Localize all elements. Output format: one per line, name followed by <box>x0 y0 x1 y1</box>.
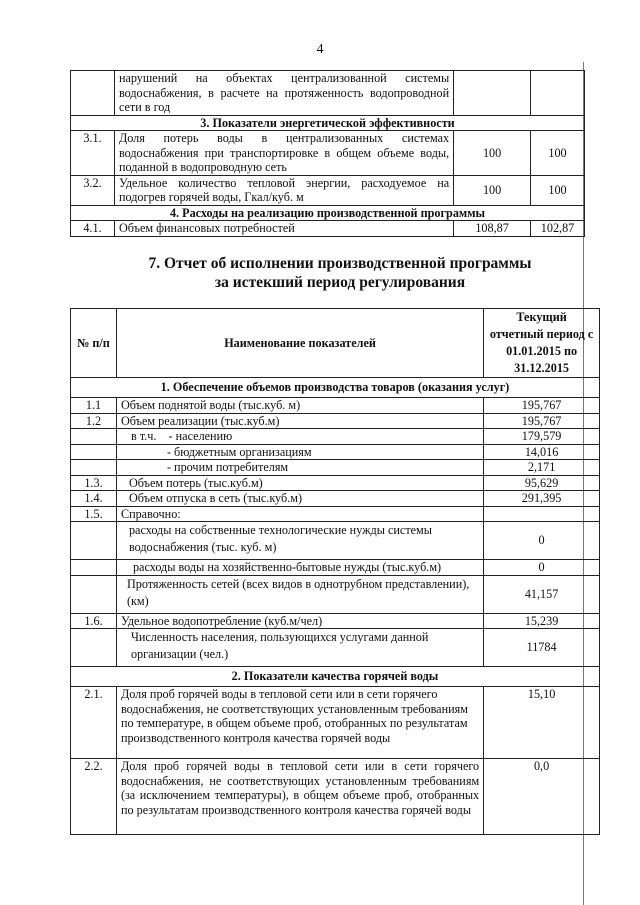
row-number: 1.2 <box>71 413 117 429</box>
row-number: 2.2. <box>71 759 117 835</box>
table-row <box>71 413 600 429</box>
table-row <box>71 522 600 560</box>
row-value: 179,579 <box>484 429 600 445</box>
header-name: Наименование показателей <box>116 309 483 378</box>
row-value-actual: 100 <box>531 131 585 176</box>
row-number: 1.4. <box>71 491 117 507</box>
section-heading-line2: за истекший период регулирования <box>214 274 466 291</box>
row-value: 2,171 <box>484 460 600 476</box>
table-row <box>71 613 600 629</box>
table-row <box>71 475 600 491</box>
production-program-report-table <box>70 308 600 835</box>
row-label: в т.ч. - населению <box>116 429 483 445</box>
row-value: 14,016 <box>484 444 600 460</box>
header-period: Текущий отчетный период с 01.01.2015 по 31.12.2015 <box>484 309 600 378</box>
row-number <box>71 629 117 667</box>
table-row <box>71 759 600 835</box>
row-value: 0 <box>484 560 600 576</box>
table-row <box>71 575 600 613</box>
row-value: 11784 <box>484 629 600 667</box>
row-number <box>71 429 117 445</box>
row-value: 0,0 <box>484 759 600 835</box>
table-row <box>71 429 600 445</box>
section-row <box>71 378 600 398</box>
row-label: Справочно: <box>116 506 483 522</box>
row-number <box>71 560 117 576</box>
table-row <box>71 71 585 116</box>
row-number <box>71 460 117 476</box>
row-label: расходы на собственные технологические нужды системы водоснабжения (тыс. куб. м) <box>116 522 483 560</box>
row-label: Удельное количество тепловой энергии, расходуемое на подогрев горячей воды, Гкал/куб. м <box>114 175 453 205</box>
section-row <box>71 205 585 221</box>
row-number <box>71 444 117 460</box>
row-value: 15,239 <box>484 613 600 629</box>
row-label: Объем реализации (тыс.куб.м) <box>116 413 483 429</box>
row-label: - прочим потребителям <box>116 460 483 476</box>
table-row <box>71 629 600 667</box>
row-value-actual: 102,87 <box>531 221 585 237</box>
row-number: 3.1. <box>71 131 115 176</box>
row-number: 2.1. <box>71 687 117 759</box>
row-value-plan: 100 <box>454 175 531 205</box>
row-label: Объем финансовых потребностей <box>114 221 453 237</box>
row-value: 195,767 <box>484 398 600 414</box>
row-number <box>71 522 117 560</box>
section-row <box>71 667 600 687</box>
row-number <box>71 71 115 116</box>
row-label: Объем отпуска в сеть (тыс.куб.м) <box>116 491 483 507</box>
row-value <box>484 506 600 522</box>
row-value: 95,629 <box>484 475 600 491</box>
section-row <box>71 115 585 131</box>
table-row <box>71 444 600 460</box>
table-row <box>71 560 600 576</box>
row-value-plan: 108,87 <box>454 221 531 237</box>
table-header <box>71 309 600 378</box>
row-value: 0 <box>484 522 600 560</box>
table-row <box>71 398 600 414</box>
row-label: Доля проб горячей воды в тепловой сети или в сети горячего водоснабжения, не соответствующих установленным требованиям по температуре, в общем объеме проб, отобранных по результатам производственного контроля качества горячей воды <box>116 687 483 759</box>
row-label: Доля проб горячей воды в тепловой сети или в сети горячего водоснабжения, не соответствующих установленным требованиям (за исключением температуры), в общем объеме проб, отобранных по результатам производственного контроля качества горячей воды <box>116 759 483 835</box>
row-label: Доля потерь воды в централизованных системах водоснабжения при транспортировке в общем объеме воды, поданной в водопроводную сеть <box>114 131 453 176</box>
section-heading-line1: 7. Отчет об исполнении производственной программы <box>148 255 532 272</box>
row-number <box>71 575 117 613</box>
section-title: 1. Обеспечение объемов производства товаров (оказания услуг) <box>71 378 600 398</box>
section-heading <box>0 254 640 292</box>
row-label: Протяженность сетей (всех видов в однотрубном представлении), (км) <box>116 575 483 613</box>
row-number: 4.1. <box>71 221 115 237</box>
row-number: 1.3. <box>71 475 117 491</box>
row-label: расходы воды на хозяйственно-бытовые нужды (тыс.куб.м) <box>116 560 483 576</box>
row-value: 291,395 <box>484 491 600 507</box>
row-number: 3.2. <box>71 175 115 205</box>
table-row <box>71 221 585 237</box>
table-row <box>71 175 585 205</box>
table-row <box>71 460 600 476</box>
row-value: 41,157 <box>484 575 600 613</box>
section-title: 4. Расходы на реализацию производственной программы <box>71 205 585 221</box>
row-label: нарушений на объектах централизованной системы водоснабжения, в расчете на протяженность водопроводной сети в год <box>114 71 453 116</box>
indicators-table-continued <box>70 70 585 237</box>
row-number: 1.5. <box>71 506 117 522</box>
row-label: Численность населения, пользующихся услугами данной организации (чел.) <box>116 629 483 667</box>
table-row <box>71 506 600 522</box>
row-label: Объем потерь (тыс.куб.м) <box>116 475 483 491</box>
row-value: 195,767 <box>484 413 600 429</box>
page-number: 4 <box>316 42 324 57</box>
row-label: - бюджетным организациям <box>116 444 483 460</box>
section-title: 3. Показатели энергетической эффективности <box>71 115 585 131</box>
row-value-plan <box>454 71 531 116</box>
row-value-plan: 100 <box>454 131 531 176</box>
row-label: Удельное водопотребление (куб.м/чел) <box>116 613 483 629</box>
row-value: 15,10 <box>484 687 600 759</box>
row-value-actual <box>531 71 585 116</box>
table-row <box>71 491 600 507</box>
row-value-actual: 100 <box>531 175 585 205</box>
table-row <box>71 131 585 176</box>
row-label: Объем поднятой воды (тыс.куб. м) <box>116 398 483 414</box>
row-number: 1.6. <box>71 613 117 629</box>
row-number: 1.1 <box>71 398 117 414</box>
section-title: 2. Показатели качества горячей воды <box>71 667 600 687</box>
table-row <box>71 687 600 759</box>
header-number: № п/п <box>71 309 117 378</box>
